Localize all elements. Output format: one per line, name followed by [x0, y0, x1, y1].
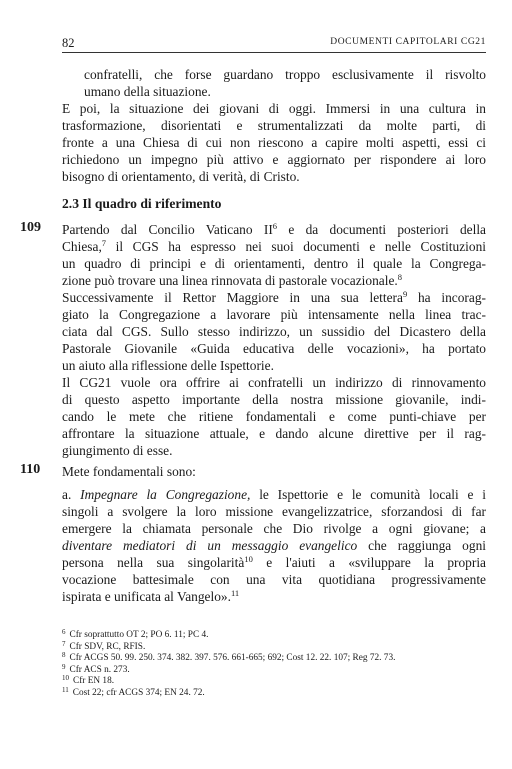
running-title: DOCUMENTI CAPITOLARI CG21 — [330, 37, 486, 47]
footnote: $^9$ Cfr ACS n. 273. — [62, 662, 130, 675]
paragraph-110-a: a. Impegnare la Congregazione, le Ispettorie e le comunità locali e i singoli a svolgere la loro missione evangelizzatrice, sforzandosi di far emergere la chiamata personale che Dio rivolge a ogni giovane; a diventare mediatori di un messaggio evangelico che raggiunga ogni persona nella sua singolarità$^{10}$ e l'aiuti a «sviluppare la propria vocazione battesimale con una vita quotidiana progressivamente ispirata e unificata al Vangelo».$^{11}$ — [62, 487, 487, 604]
margin-number-110: 110 — [20, 462, 41, 477]
continuation-paragraph: confratelli, che forse guardano troppo esclusivamente il risvolto umano della situazione. — [84, 67, 486, 99]
page-number: 82 — [62, 36, 75, 50]
footnote: $^7$ Cfr SDV, RC, RFIS. — [62, 639, 146, 652]
margin-number-109: 109 — [20, 220, 41, 235]
paragraph-110-intro: Mete fondamentali sono: — [62, 464, 196, 479]
footnote: $^{11}$ Cost 22; cfr ACGS 374; EN 24. 72. — [62, 685, 205, 698]
page-header — [62, 36, 486, 53]
paragraph-109-2: Successivamente il Rettor Maggiore in una sua lettera$^9$ ha incorag- giato la Congregazione a lavorare più intensamente nella linea trac- ciata dal CGS. Sullo stesso indirizzo, un sussidio del Dicastero della Pastorale Giovanile «Guida educativa delle vocazioni», ha portato un aiuto alla riflessione delle Ispettorie. — [62, 289, 486, 373]
footnote: $^6$ Cfr soprattutto OT 2; PO 6. 11; PC 4. — [62, 628, 209, 640]
section-heading: 2.3 Il quadro di riferimento — [62, 196, 222, 211]
paragraph-109-1: Partendo dal Concilio Vaticano $II^6$ e da documenti posteriori della Chiesa,$^7$ il CGS ha espresso nei suoi documenti e nelle Costituzioni un quadro di principi e di orientamenti, dentro il quale la Congrega- zione può trovare una linea rinnovata di pastorale vocazionale.$^8$ — [62, 221, 486, 288]
footnote: $^8$ Cfr ACGS 50. 99. 250. 374. 382. 397. 576. 661-665; 692; Cost 12. 22. 107; Reg 72. 73. — [62, 651, 396, 663]
paragraph-109-3: Il CG21 vuole ora offrire ai confratelli un indirizzo di rinnovamento di questo aspetto importante della nostra missione giovanile, indi- cando le mete che ritiene fondamentali e come punti-chiave per affrontare la situazione attuale, e dando alcune direttive per il rag- giungimento di esse. — [62, 375, 486, 458]
youth-situation-paragraph: E poi, la situazione dei giovani di oggi. Immersi in una cultura in trasformazione, disorientati e strumentalizzati da molte parti, di fronte a una Chiesa di cui non riescono a capire molti aspetti, essi ci richiedono un impegno più attivo e aggiornato per rispondere ai loro bisogno di orientamento, di verità, di Cristo. — [62, 101, 486, 184]
footnotes — [62, 630, 395, 699]
footnote: $^{10}$ Cfr EN 18. — [62, 674, 115, 686]
